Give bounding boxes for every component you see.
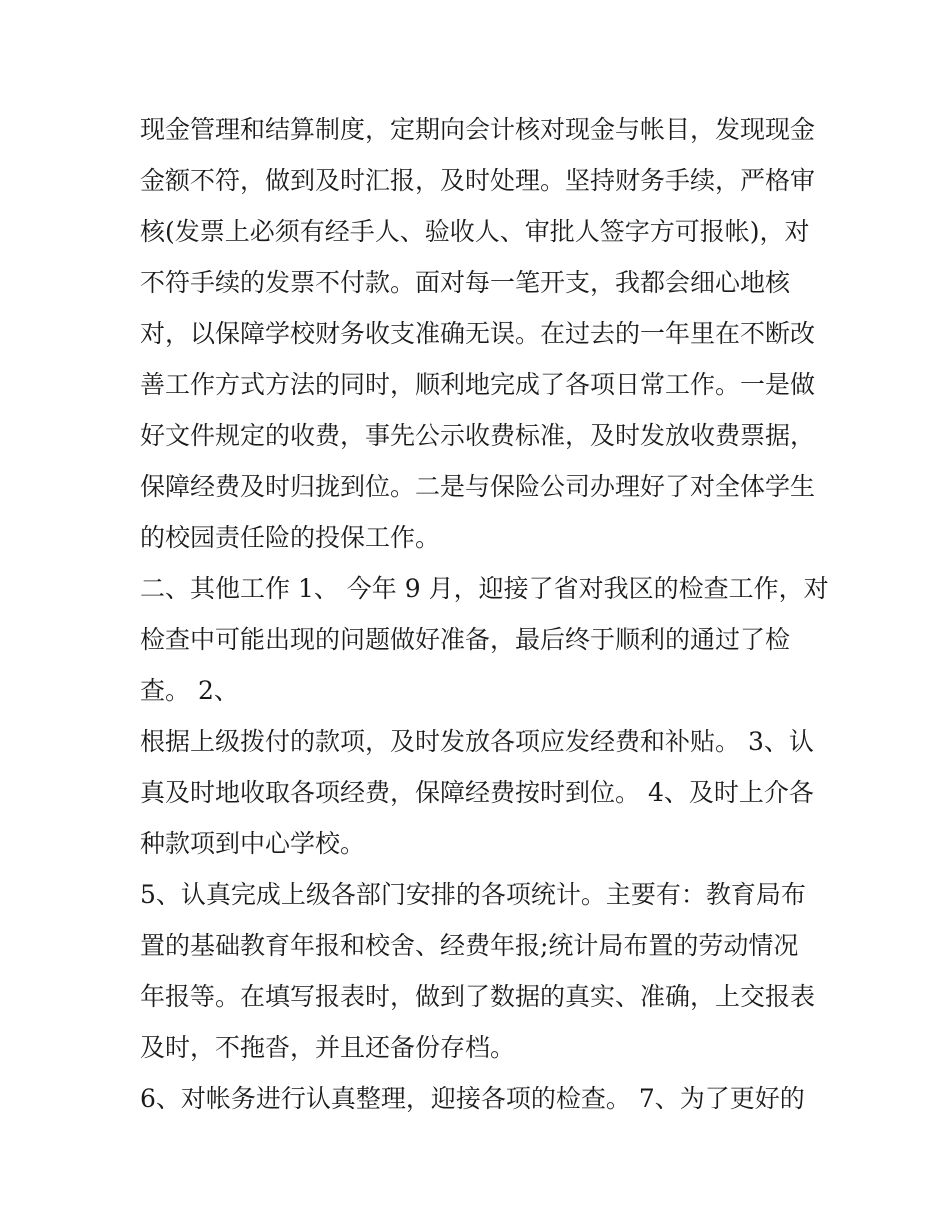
text-line: 真及时地收取各项经费，保障经费按时到位。 4、及时上介各 xyxy=(140,778,814,807)
text-line: 保障经费及时归拢到位。二是与保险公司办理好了对全体学生 xyxy=(140,472,816,501)
text-line: 不符手续的发票不付款。面对每一笔开支，我都会细心地核 xyxy=(140,268,791,297)
text-line: 二、其他工作 1、 今年 9 月，迎接了省对我区的检查工作，对 xyxy=(140,574,829,603)
text-line: 好文件规定的收费，事先公示收费标准，及时发放收费票据， xyxy=(140,421,816,450)
text-line: 5、认真完成上级各部门安排的各项统计。主要有：教育局布 xyxy=(140,880,806,909)
text-line: 检查中可能出现的问题做好准备，最后终于顺利的通过了检 xyxy=(140,625,791,654)
text-line: 种款项到中心学校。 xyxy=(140,829,366,858)
text-line: 的校园责任险的投保工作。 xyxy=(140,523,441,552)
text-line: 年报等。在填写报表时，做到了数据的真实、准确，上交报表 xyxy=(140,982,816,1011)
document-body xyxy=(140,104,829,1124)
text-line: 6、对帐务进行认真整理，迎接各项的检查。 7、为了更好的 xyxy=(140,1084,805,1113)
text-line: 根据上级拨付的款项，及时发放各项应发经费和补贴。 3、认 xyxy=(140,727,814,756)
text-line: 现金管理和结算制度，定期向会计核对现金与帐目，发现现金 xyxy=(140,115,816,144)
text-line: 善工作方式方法的同时，顺利地完成了各项日常工作。一是做 xyxy=(140,370,816,399)
text-line: 对，以保障学校财务收支准确无误。在过去的一年里在不断改 xyxy=(140,319,816,348)
text-line: 及时，不拖沓，并且还备份存档。 xyxy=(140,1033,516,1062)
text-line: 金额不符，做到及时汇报，及时处理。坚持财务手续，严格审 xyxy=(140,166,816,195)
text-line: 核(发票上必须有经手人、验收人、审批人签字方可报帐)，对 xyxy=(140,217,810,246)
text-line: 查。 2、 xyxy=(140,676,239,705)
text-line: 置的基础教育年报和校舍、经费年报;统计局布置的劳动情况 xyxy=(140,931,799,960)
